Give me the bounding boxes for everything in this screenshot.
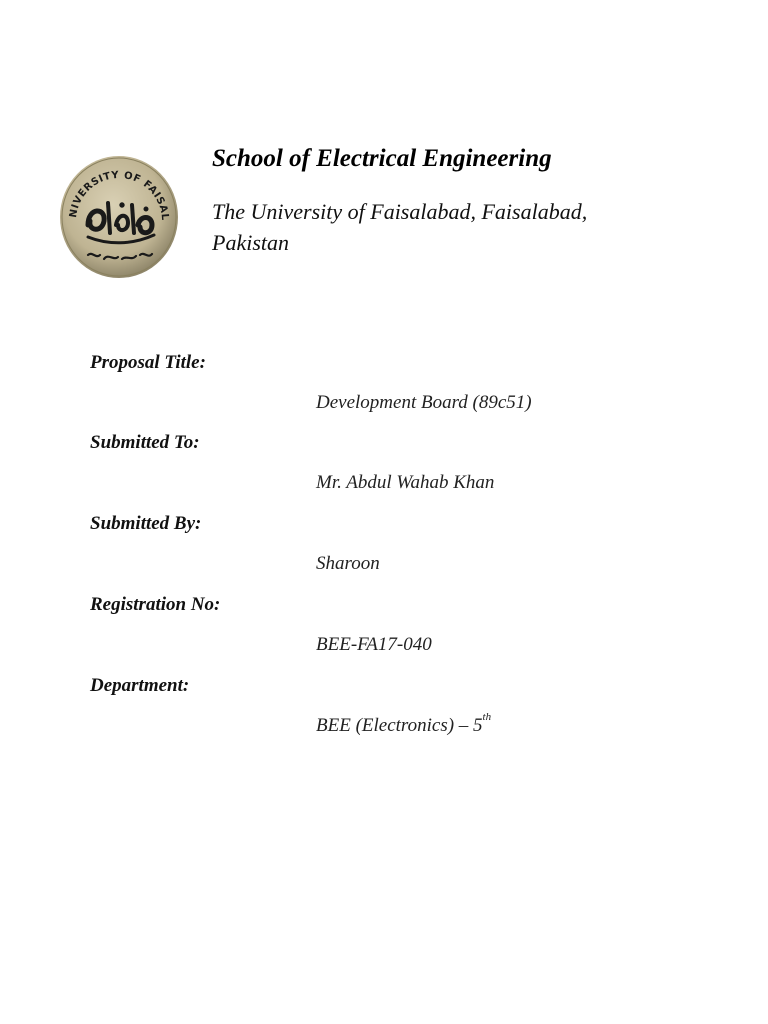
svg-text:THE UNIVERSITY OF FAISALABAD: NIVERSITY OF FAISAL	[67, 169, 171, 222]
submitted-by-label: Submitted By:	[90, 513, 202, 534]
registration-no-label: Registration No:	[90, 594, 221, 615]
department-value-superscript: th	[482, 711, 492, 723]
university-seal-logo	[58, 155, 180, 280]
submitted-to-label: Submitted To:	[90, 432, 200, 453]
submitted-to-value: Mr. Abdul Wahab Khan	[316, 472, 495, 493]
department-value	[316, 711, 492, 737]
department-value-text: BEE (Electronics) – 5	[316, 715, 483, 736]
proposal-title-value: Development Board (89c51)	[316, 392, 532, 413]
department-label: Department:	[90, 675, 190, 696]
submitted-by-value: Sharoon	[316, 553, 380, 574]
school-name: School of Electrical Engineering	[212, 145, 552, 172]
university-name: The University of Faisalabad, Faisalabad, Pakistan	[212, 199, 588, 255]
proposal-title-label: Proposal Title:	[90, 352, 206, 373]
registration-no-value: BEE-FA17-040	[316, 634, 432, 655]
